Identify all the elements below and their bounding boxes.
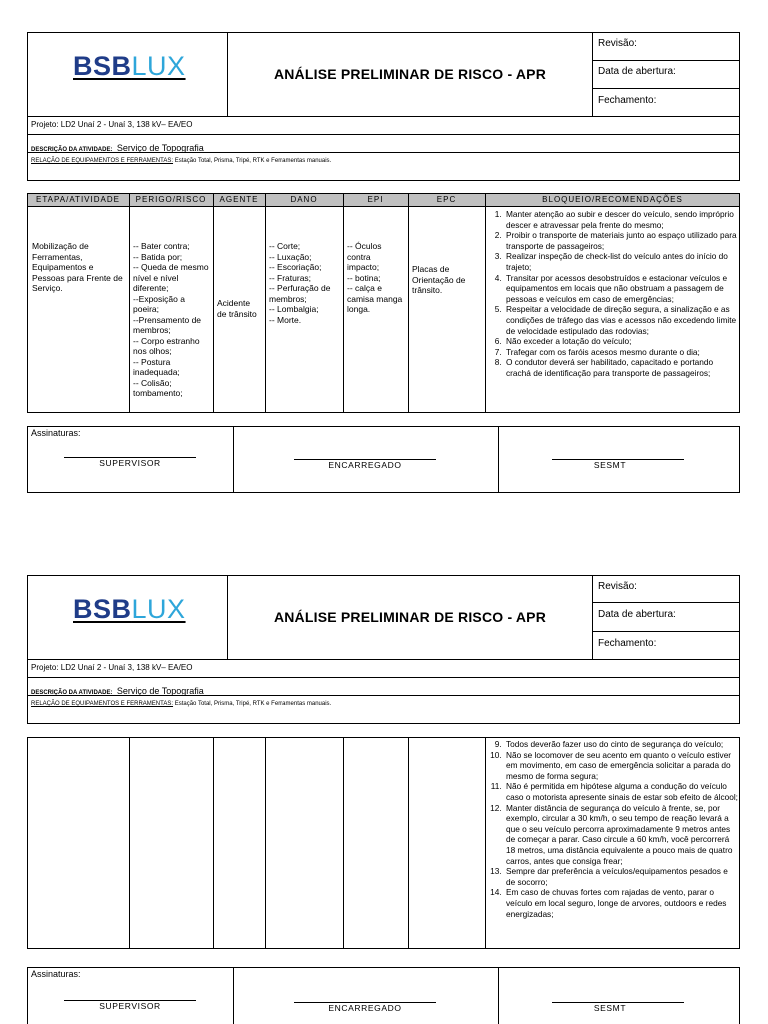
equip-label: RELAÇÃO DE EQUIPAMENTOS E FERRAMENTAS: — [31, 158, 174, 164]
fechamento-label: Fechamento: — [598, 95, 657, 106]
document-title: ANÁLISE PRELIMINAR DE RISCO - APR — [273, 66, 547, 82]
equipment-list — [31, 158, 331, 164]
revisao-label: Revisão: — [598, 581, 637, 592]
encarregado-label: ENCARREGADO — [328, 1003, 402, 1013]
epi-cell: -- Óculos contra impacto; -- botina; -- calça e camisa manga longa. — [347, 241, 403, 314]
etapa-cell: Mobilização de Ferramentas, Equipamentos e Pessoas para Frente de Serviço. — [32, 241, 123, 293]
col-header-agente: AGENTE — [219, 195, 259, 204]
encarregado-label: ENCARREGADO — [328, 460, 402, 470]
equip-value: Estação Total, Prisma, Tripé, RTK e Ferramentas manuais. — [174, 701, 332, 707]
supervisor-label: SUPERVISOR — [99, 1001, 161, 1011]
recommendation-item: 1. Manter atenção ao subir e descer do veículo, sendo impróprio descer e atravessar pela frente do mesmo; — [504, 209, 738, 230]
abertura-label: Data de abertura: — [598, 609, 676, 620]
recommendation-item: 6. Não exceder a lotação do veículo; — [504, 336, 738, 347]
descricao-value: Serviço de Topografia — [116, 143, 204, 153]
equip-label: RELAÇÃO DE EQUIPAMENTOS E FERRAMENTAS: — [31, 701, 174, 707]
descricao-value: Serviço de Topografia — [116, 686, 204, 696]
signatures-label: Assinaturas: — [31, 428, 81, 438]
dano-cell: -- Corte; -- Luxação; -- Escoriação; -- Fraturas; -- Perfuração de membros; -- Lombalgia; -- Morte. — [269, 241, 331, 325]
signatures-block — [27, 967, 740, 1024]
supervisor-label: SUPERVISOR — [99, 458, 161, 468]
col-header-epc: EPC — [436, 195, 457, 204]
descricao-label: DESCRIÇÃO DA ATIVIDADE: — [31, 147, 113, 153]
company-logo — [73, 596, 186, 623]
project-line: Projeto: LD2 Unaí 2 - Unaí 3, 138 kV– EA/EO — [31, 120, 193, 129]
recommendation-item: 9. Todos deverão fazer uso do cinto de segurança do veículo; — [504, 739, 738, 750]
company-logo — [73, 53, 186, 80]
abertura-label: Data de abertura: — [598, 66, 676, 77]
revisao-label: Revisão: — [598, 38, 637, 49]
fechamento-label: Fechamento: — [598, 638, 657, 649]
col-header-perigo: PERIGO/RISCO — [135, 195, 207, 204]
signatures-label: Assinaturas: — [31, 969, 81, 979]
col-header-etapa: ETAPA/ATIVIDADE — [36, 195, 120, 204]
perigo-cell: -- Bater contra; -- Batida por; -- Queda de mesmo nível e nível diferente; --Exposição a poeira; --Prensamento de membros; -- Corpo estranho nos olhos; -- Postura inadequada; -- Colisão; tombamento; — [133, 241, 209, 398]
recommendation-item: 7. Trafegar com os faróis acesos mesmo durante o dia; — [504, 347, 738, 358]
recommendations-list-1 — [488, 209, 738, 379]
logo-lux: LUX — [131, 594, 186, 624]
epc-cell: Placas de Orientação de trânsito. — [412, 264, 466, 295]
recommendation-item: 13. Sempre dar preferência a veículos/equipamentos pesados e de socorro; — [504, 866, 738, 887]
recommendation-item: 2. Proibir o transporte de materiais junto ao espaço utilizado para transporte de passageiros; — [504, 230, 738, 251]
recommendation-item: 8. O condutor deverá ser habilitado, capacitado e portando crachá de identificação para transporte de passageiros; — [504, 357, 738, 378]
recommendation-item: 10. Não se locomover de seu acento em quanto o veículo estiver em movimento, em caso de emergência solicitar a parada do mesmo de forma segura; — [504, 750, 738, 782]
recommendation-item: 5. Respeitar a velocidade de direção segura, a sinalização e as condições de tráfego das vias e acessos não excedendo limite de velocidade estipulado das rodovias; — [504, 304, 738, 336]
activity-description — [31, 681, 204, 699]
equipment-list — [31, 701, 331, 707]
descricao-label: DESCRIÇÃO DA ATIVIDADE: — [31, 690, 113, 696]
recommendation-item: 11. Não é permitida em hipótese alguma a condução do veículo caso o motorista apresente sinais de estar sob efeito de álcool; — [504, 781, 738, 802]
col-header-recomendacoes: BLOQUEIO/RECOMENDAÇÕES — [542, 195, 683, 204]
col-header-epi: EPI — [367, 195, 384, 204]
sesmt-label: SESMT — [593, 460, 627, 470]
logo-bsb: BSB — [73, 51, 132, 81]
recommendation-item: 14. Em caso de chuvas fortes com rajadas de vento, parar o veículo em local seguro, longe de arvores, outdoors e redes energizadas; — [504, 887, 738, 919]
recommendation-item: 3. Realizar inspeção de check-list do veículo antes do início do trajeto; — [504, 251, 738, 272]
document-title: ANÁLISE PRELIMINAR DE RISCO - APR — [273, 609, 547, 625]
recommendation-item: 4. Transitar por acessos desobstruídos e estacionar veículos e equipamentos em locais que não obstruam a passagem de pessoas e veículos em caso de emergências; — [504, 273, 738, 305]
recommendations-list-2 — [488, 739, 738, 919]
recommendation-item: 12. Manter distância de segurança do veículo à frente, se, por exemplo, circular a 30 km/h, o seu tempo de reação levará a que o seu veículo percorra aproximadamente 9 metros antes de começar a parar. Caso circule a 60 km/h, você percorrerá 18 metros, uma distância equivalente a pouco mais de quatro carros, antes que consiga frear; — [504, 803, 738, 867]
activity-description — [31, 138, 204, 156]
sesmt-label: SESMT — [593, 1003, 627, 1013]
col-header-dano: DANO — [290, 195, 318, 204]
equip-value: Estação Total, Prisma, Tripé, RTK e Ferramentas manuais. — [174, 158, 332, 164]
project-line: Projeto: LD2 Unaí 2 - Unaí 3, 138 kV– EA/EO — [31, 663, 193, 672]
logo-bsb: BSB — [73, 594, 132, 624]
agente-cell: Acidente de trânsito — [217, 298, 257, 319]
logo-lux: LUX — [131, 51, 186, 81]
